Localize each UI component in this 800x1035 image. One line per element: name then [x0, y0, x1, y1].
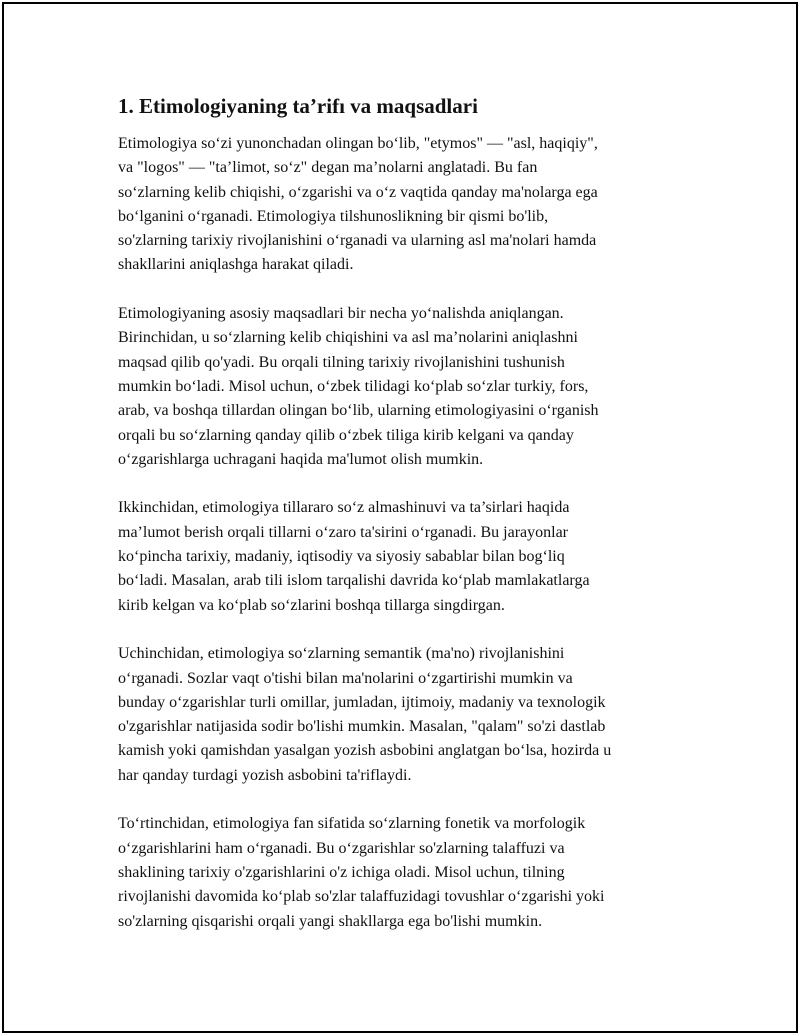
text-line: so‘zlarning kelib chiqishi, o‘zgarishi va o‘z vaqtida qanday ma'nolarga ega [118, 183, 598, 201]
text-line: kirib kelgan va ko‘plab so‘zlarini boshqa tillarga singdirgan. [118, 596, 505, 614]
document-body [118, 92, 690, 958]
text-line: va "logos" — "ta’limot, so‘z" degan ma’nolarni anglatadi. Bu fan [118, 159, 538, 177]
text-line: maqsad qilib qo'yadi. Bu orqali tilning tarixiy rivojlanishini tushunish [118, 353, 565, 371]
text-line: ko‘pincha tarixiy, madaniy, iqtisodiy va siyosiy sabablar bilan bog‘liq [118, 548, 565, 566]
text-line: o‘zgarishlarini ham o‘rganadi. Bu o‘zgarishlar so'zlarning talaffuzi va [118, 839, 565, 857]
text-line: Birinchidan, u so‘zlarning kelib chiqishini va asl ma’nolarini aniqlashni [118, 329, 578, 347]
text-line: orqali bu so‘zlarning qanday qilib o‘zbek tiliga kirib kelgani va qanday [118, 426, 574, 444]
text-line: bunday o‘zgarishlar turli omillar, jumladan, ijtimoiy, madaniy va texnologik [118, 693, 606, 711]
text-line: Etimologiyaning asosiy maqsadlari bir necha yo‘nalishda aniqlangan. [118, 305, 564, 323]
text-line: Ikkinchidan, etimologiya tillararo so‘z almashinuvi va ta’sirlari haqida [118, 499, 570, 517]
text-line: bo‘ladi. Masalan, arab tili islom tarqalishi davrida ko‘plab mamlakatlarga [118, 572, 590, 590]
text-line: mumkin bo‘ladi. Misol uchun, o‘zbek tilidagi ko‘plab so‘zlar turkiy, fors, [118, 377, 589, 395]
text-line: o‘rganadi. Sozlar vaqt o'tishi bilan ma'nolarini o‘zgartirishi mumkin va [118, 669, 573, 687]
text-line: so'zlarning tarixiy rivojlanishini o‘rganadi va ularning asl ma'nolari hamda [118, 232, 597, 250]
text-line: shakllarini aniqlashga harakat qiladi. [118, 256, 354, 274]
text-line: so'zlarning qisqarishi orqali yangi shakllarga ega bo'lishi mumkin. [118, 912, 543, 930]
text-line: kamish yoki qamishdan yasalgan yozish asbobini anglatgan bo‘lsa, hozirda u [118, 742, 612, 760]
text-line: o‘zgarishlarga uchragani haqida ma'lumot olish mumkin. [118, 450, 484, 468]
paragraph-third [118, 642, 690, 788]
paragraph-fourth [118, 812, 690, 933]
paragraph-second [118, 496, 690, 617]
text-line: arab, va boshqa tillardan olingan bo‘lib, ularning etimologiyasini o‘rganish [118, 402, 599, 420]
text-line: Etimologiya so‘zi yunonchadan olingan bo‘lib, "etymos" — "asl, haqiqiy", [118, 135, 598, 152]
text-line: bo‘lganini o‘rganadi. Etimologiya tilshunoslikning bir qismi bo'lib, [118, 207, 549, 225]
text-line: har qanday turdagi yozish asbobini ta'riflaydi. [118, 766, 412, 784]
text-line: rivojlanishi davomida ko‘plab so'zlar talaffuzidagi tovushlar o‘zgarishi yoki [118, 888, 605, 906]
text-line: shaklining tarixiy o'zgarishlarini o'z ichiga oladi. Misol uchun, tilning [118, 863, 565, 881]
paragraph-definition [118, 132, 690, 278]
section-heading: 1. Etimologiyaning ta’rifı va maqsadlari [118, 94, 478, 118]
paragraph-goals [118, 302, 690, 472]
text-line: o'zgarishlar natijasida sodir bo'lishi mumkin. Masalan, "qalam" so'zi dastlab [118, 718, 606, 736]
text-line: To‘rtinchidan, etimologiya fan sifatida so‘zlarning fonetik va morfologik [118, 815, 586, 833]
text-line: ma’lumot berish orqali tillarni o‘zaro ta'sirini o‘rganadi. Bu jarayonlar [118, 523, 569, 541]
text-line: Uchinchidan, etimologiya so‘zlarning semantik (ma'no) rivojlanishini [118, 645, 565, 663]
